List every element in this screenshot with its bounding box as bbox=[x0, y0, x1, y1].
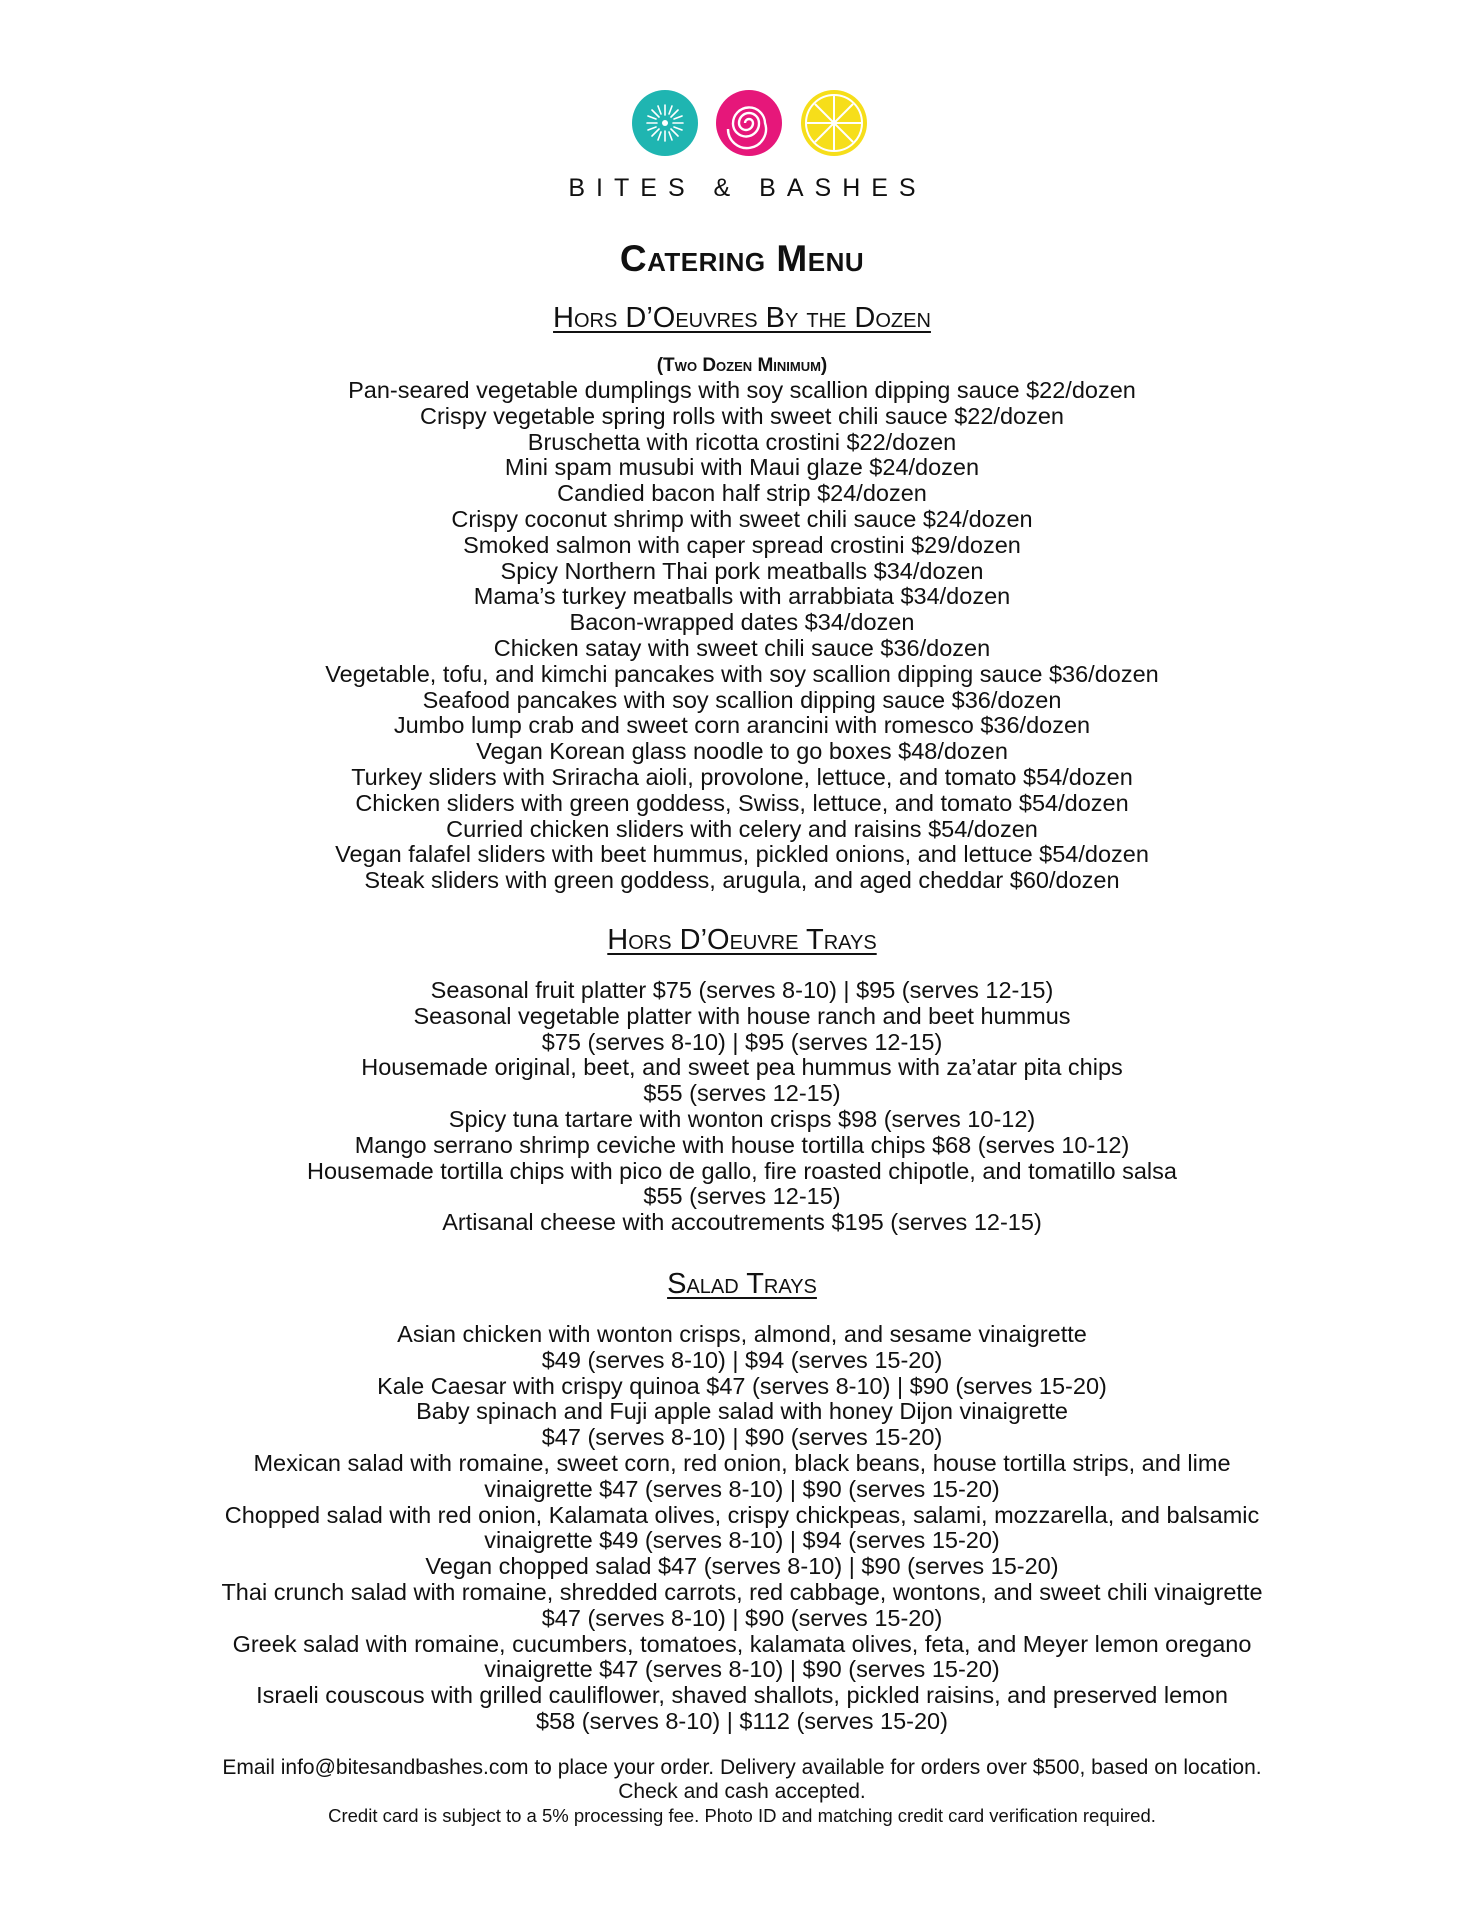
footer-fee-info: Credit card is subject to a 5% processing fee. Photo ID and matching credit card verification required. bbox=[328, 1805, 1156, 1826]
footer-payment-info: Check and cash accepted. bbox=[618, 1780, 866, 1803]
menu-item: Crispy vegetable spring rolls with sweet chili sauce $22/dozen bbox=[420, 402, 1064, 429]
menu-item: Israeli couscous with grilled cauliflower, shaved shallots, pickled raisins, and preserved lemon bbox=[256, 1682, 1228, 1709]
menu-item: Spicy Northern Thai pork meatballs $34/dozen bbox=[500, 557, 984, 584]
menu-item: Curried chicken sliders with celery and raisins $54/dozen bbox=[446, 815, 1038, 842]
menu-item: Crispy coconut shrimp with sweet chili sauce $24/dozen bbox=[451, 505, 1033, 532]
section-trays bbox=[0, 922, 1484, 1236]
menu-item: Vegan chopped salad $47 (serves 8-10) | $90 (serves 15-20) bbox=[425, 1553, 1059, 1580]
section-heading-salads: Salad Trays bbox=[667, 1268, 817, 1300]
menu-item: Asian chicken with wonton crisps, almond, and sesame vinaigrette bbox=[397, 1321, 1087, 1347]
menu-item: Kale Caesar with crispy quinoa $47 (serves 8-10) | $90 (serves 15-20) bbox=[377, 1372, 1107, 1399]
menu-item: Steak sliders with green goddess, arugula, and aged cheddar $60/dozen bbox=[364, 867, 1120, 894]
menu-item: Candied bacon half strip $24/dozen bbox=[557, 480, 927, 507]
menu-item: Mango serrano shrimp ceviche with house tortilla chips $68 (serves 10-12) bbox=[354, 1131, 1130, 1158]
menu-item: Mama’s turkey meatballs with arrabbiata $34/dozen bbox=[473, 583, 1011, 610]
menu-item: Jumbo lump crab and sweet corn arancini with romesco $36/dozen bbox=[393, 712, 1091, 739]
salads-item-list bbox=[0, 1322, 1484, 1735]
menu-item: Chicken satay with sweet chili sauce $36/dozen bbox=[493, 634, 991, 661]
logo-icons bbox=[630, 88, 870, 158]
menu-item: Housemade tortilla chips with pico de gallo, fire roasted chipotle, and tomatillo salsa bbox=[307, 1157, 1177, 1184]
trays-item-list bbox=[0, 978, 1484, 1236]
section-dozen bbox=[0, 300, 1484, 894]
section-heading-trays: Hors D’Oeuvre Trays bbox=[607, 924, 877, 956]
menu-item: $47 (serves 8-10) | $90 (serves 15-20) bbox=[541, 1424, 943, 1451]
menu-item: Thai crunch salad with romaine, shredded carrots, red cabbage, wontons, and sweet chili vinaigrette bbox=[221, 1578, 1263, 1605]
footer bbox=[0, 1756, 1484, 1828]
menu-item: Seafood pancakes with soy scallion dipping sauce $36/dozen bbox=[422, 686, 1062, 713]
logo bbox=[0, 88, 1484, 208]
section-heading-dozen: Hors D’Oeuvres By the Dozen bbox=[553, 302, 931, 334]
lemon-slice-icon bbox=[801, 90, 867, 156]
menu-item: Chopped salad with red onion, Kalamata olives, crispy chickpeas, salami, mozzarella, and balsamic bbox=[224, 1501, 1260, 1528]
menu-item: Chicken sliders with green goddess, Swiss, lettuce, and tomato $54/dozen bbox=[355, 789, 1129, 816]
page-title: Catering Menu bbox=[619, 238, 865, 279]
brand-name: BITES & BASHES bbox=[568, 174, 927, 202]
menu-item: Mexican salad with romaine, sweet corn, red onion, black beans, house tortilla strips, and lime bbox=[253, 1449, 1231, 1476]
menu-item: $55 (serves 12-15) bbox=[643, 1080, 841, 1107]
menu-item: $58 (serves 8-10) | $112 (serves 15-20) bbox=[536, 1707, 948, 1734]
menu-item: $47 (serves 8-10) | $90 (serves 15-20) bbox=[541, 1604, 943, 1631]
dozen-item-list bbox=[0, 378, 1484, 894]
footer-order-info: Email info@bitesandbashes.com to place your order. Delivery available for orders over $500, based on location. bbox=[222, 1756, 1262, 1779]
minimum-note: (Two Dozen Minimum) bbox=[656, 355, 828, 376]
menu-item: Bruschetta with ricotta crostini $22/dozen bbox=[527, 428, 957, 455]
menu-item: Pan-seared vegetable dumplings with soy scallion dipping sauce $22/dozen bbox=[348, 377, 1136, 403]
menu-item: vinaigrette $47 (serves 8-10) | $90 (serves 15-20) bbox=[484, 1656, 1000, 1683]
menu-item: Artisanal cheese with accoutrements $195 (serves 12-15) bbox=[442, 1209, 1042, 1236]
menu-item: Greek salad with romaine, cucumbers, tomatoes, kalamata olives, feta, and Meyer lemon oregano bbox=[232, 1630, 1252, 1657]
menu-item: vinaigrette $49 (serves 8-10) | $94 (serves 15-20) bbox=[484, 1527, 1000, 1554]
menu-item: Seasonal fruit platter $75 (serves 8-10) | $95 (serves 12-15) bbox=[430, 977, 1054, 1003]
menu-item: Vegan Korean glass noodle to go boxes $48/dozen bbox=[476, 738, 1008, 765]
menu-item: Vegetable, tofu, and kimchi pancakes with soy scallion dipping sauce $36/dozen bbox=[325, 660, 1159, 687]
menu-item: Vegan falafel sliders with beet hummus, pickled onions, and lettuce $54/dozen bbox=[335, 841, 1149, 868]
magenta-swirl-icon bbox=[716, 90, 782, 156]
menu-item: Seasonal vegetable platter with house ranch and beet hummus bbox=[413, 1002, 1071, 1029]
menu-item: $49 (serves 8-10) | $94 (serves 15-20) bbox=[541, 1346, 943, 1373]
menu-item: $55 (serves 12-15) bbox=[643, 1183, 841, 1210]
menu-item: Spicy tuna tartare with wonton crisps $98 (serves 10-12) bbox=[448, 1105, 1036, 1132]
menu-item: Mini spam musubi with Maui glaze $24/dozen bbox=[504, 454, 980, 481]
menu-item: Turkey sliders with Sriracha aioli, provolone, lettuce, and tomato $54/dozen bbox=[351, 763, 1133, 790]
menu-item: Housemade original, beet, and sweet pea hummus with za’atar pita chips bbox=[361, 1054, 1123, 1081]
menu-item: Baby spinach and Fuji apple salad with honey Dijon vinaigrette bbox=[416, 1398, 1068, 1425]
menu-item: $75 (serves 8-10) | $95 (serves 12-15) bbox=[541, 1028, 943, 1055]
menu-item: Bacon-wrapped dates $34/dozen bbox=[569, 609, 915, 636]
menu-item: Smoked salmon with caper spread crostini $29/dozen bbox=[463, 531, 1021, 558]
menu-item: vinaigrette $47 (serves 8-10) | $90 (serves 15-20) bbox=[484, 1475, 1000, 1502]
teal-burst-icon bbox=[632, 90, 698, 156]
section-salads bbox=[0, 1266, 1484, 1735]
